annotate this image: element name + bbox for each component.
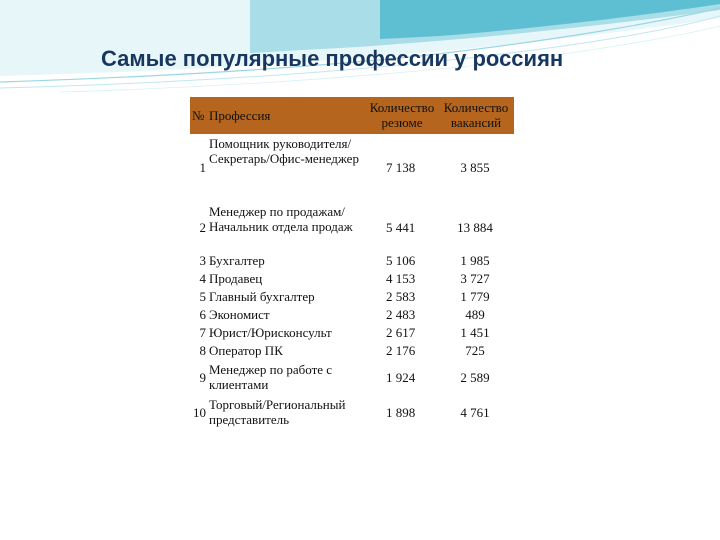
row-profession: Менеджер по продажам/Начальник отдела продаж xyxy=(209,204,353,234)
table-row xyxy=(190,395,514,431)
row-num: 9 xyxy=(199,370,206,385)
row-vacancies: 489 xyxy=(465,307,485,322)
header-vacancies-line2: вакансий xyxy=(450,115,502,130)
header-profession: Профессия xyxy=(209,108,271,123)
row-vacancies: 1 451 xyxy=(460,325,490,340)
table-header xyxy=(190,97,514,134)
row-num: 8 xyxy=(199,343,206,358)
row-resumes: 1 898 xyxy=(386,405,416,420)
slide-title: Самые популярные профессии у россиян xyxy=(101,46,564,71)
row-resumes: 5 441 xyxy=(386,220,416,235)
row-profession: Торговый/Региональный представитель xyxy=(209,397,346,427)
row-vacancies: 3 855 xyxy=(460,160,490,175)
header-vacancies xyxy=(438,100,514,130)
header-vacancies-line1: Количество xyxy=(443,100,509,115)
row-resumes: 2 483 xyxy=(386,307,416,322)
row-profession: Главный бухгалтер xyxy=(209,289,315,304)
header-resumes xyxy=(364,100,440,130)
table-row xyxy=(190,342,514,360)
row-vacancies: 3 727 xyxy=(460,271,490,286)
row-vacancies: 1 779 xyxy=(460,289,490,304)
row-profession: Бухгалтер xyxy=(209,253,265,268)
header-resumes-line1: Количество xyxy=(369,100,435,115)
header-num: № xyxy=(192,108,205,123)
row-vacancies: 2 589 xyxy=(460,370,490,385)
header-resumes-line2: резюме xyxy=(381,115,423,130)
row-profession: Менеджер по работе с клиентами xyxy=(209,362,333,392)
table-row xyxy=(190,270,514,288)
row-vacancies: 725 xyxy=(465,343,485,358)
row-resumes: 2 176 xyxy=(386,343,416,358)
row-resumes: 2 617 xyxy=(386,325,416,340)
row-resumes: 4 153 xyxy=(386,271,416,286)
row-vacancies: 13 884 xyxy=(457,220,493,235)
row-num: 6 xyxy=(199,307,206,322)
row-resumes: 1 924 xyxy=(386,370,416,385)
table-row xyxy=(190,202,514,252)
row-num: 7 xyxy=(199,325,206,340)
row-num: 5 xyxy=(199,289,206,304)
table-row xyxy=(190,288,514,306)
table-row xyxy=(190,134,514,202)
row-profession: Продавец xyxy=(209,271,263,286)
row-vacancies: 4 761 xyxy=(460,405,490,420)
row-vacancies: 1 985 xyxy=(460,253,490,268)
row-resumes: 5 106 xyxy=(386,253,416,268)
row-profession: Юрист/Юрисконсульт xyxy=(209,325,332,340)
row-num: 2 xyxy=(199,220,206,235)
row-num: 4 xyxy=(199,271,206,286)
row-num: 10 xyxy=(193,405,206,420)
row-num: 3 xyxy=(199,253,206,268)
professions-table xyxy=(190,97,514,431)
table-row xyxy=(190,306,514,324)
row-profession: Помощник руководителя/ Секретарь/Офис-менеджер xyxy=(209,136,359,166)
table-row xyxy=(190,252,514,270)
row-profession: Экономист xyxy=(209,307,270,322)
row-resumes: 7 138 xyxy=(386,160,416,175)
table-row xyxy=(190,324,514,342)
row-num: 1 xyxy=(199,160,206,175)
table-row xyxy=(190,360,514,395)
row-resumes: 2 583 xyxy=(386,289,416,304)
row-profession: Оператор ПК xyxy=(209,343,283,358)
